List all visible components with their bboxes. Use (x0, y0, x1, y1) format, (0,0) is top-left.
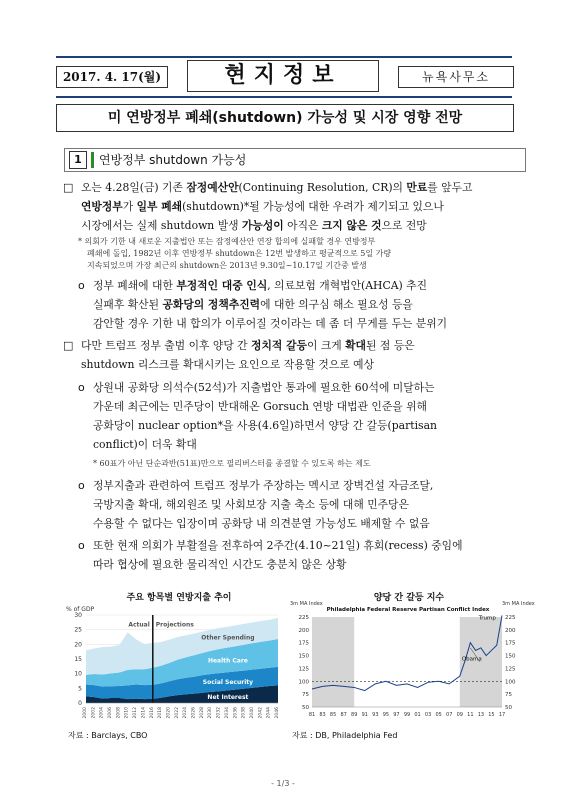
y-tick-label-right: 50 (505, 705, 512, 711)
sub-3-line-3: 수용할 수 없다는 입장이며 공화당 내 의견분열 가능성도 배제할 수 없음 (93, 517, 430, 530)
federal-spending-area-chart (64, 603, 286, 723)
footnote-2: * 60표가 아닌 단순과반(51표)만으로 필리버스터를 종결할 수 있도록 하는 제도 (93, 459, 371, 468)
series-label: Net Interest (207, 694, 249, 702)
x-tick-label: 2032 (216, 707, 222, 719)
y-tick-label-right: 75 (505, 692, 512, 699)
document-title: 미 연방정부 폐쇄(shutdown) 가능성 및 시장 영향 전망 (56, 104, 514, 132)
x-tick-label: 2040 (249, 707, 255, 719)
x-tick-label: 2002 (91, 707, 97, 719)
report-type-title: 현지정보 (187, 60, 379, 92)
y-tick-label-left: 100 (298, 679, 309, 686)
x-tick-label: 05 (435, 712, 442, 718)
x-tick-label: 2020 (166, 707, 172, 719)
x-tick-label: 2030 (208, 707, 214, 719)
bullet-marker: o (78, 479, 85, 492)
y-tick-label-right: 225 (505, 615, 516, 621)
x-tick-label: 2024 (183, 707, 189, 719)
sub-2-line-1: 상원내 공화당 의석수(52석)가 지출법안 통과에 필요한 60석에 미달하는 (93, 381, 435, 394)
report-date: 2017. 4. 17(월) (56, 66, 168, 88)
paragraph-marker: □ (63, 339, 74, 352)
annotation-actual: Actual (128, 621, 150, 629)
y-tick-label: 10 (74, 670, 82, 678)
sub-1-line-3: 감안할 경우 기한 내 합의가 이루어질 것이라는 데 좀 더 무게를 두는 분위기 (93, 317, 448, 330)
x-tick-label: 2006 (108, 707, 114, 719)
series-label: Health Care (207, 657, 248, 665)
y-tick-label-left: 150 (298, 653, 309, 660)
x-tick-label: 85 (329, 712, 337, 718)
x-tick-label: 17 (498, 712, 506, 718)
chart-2-source: 자료 : DB, Philadelphia Fed (292, 731, 398, 740)
x-tick-label: 2014 (141, 707, 147, 719)
y-axis-label-right: 3m MA Index (502, 601, 535, 607)
sub-1-line-1: 정부 폐쇄에 대한 부정적인 대중 인식, 의료보험 개혁법안(AHCA) 추진 (93, 279, 428, 292)
annotation-trump: Trump (478, 615, 496, 622)
paragraph-1-line-2: 연방정부가 일부 폐쇄(shutdown)*될 가능성에 대한 우려가 제기되고 있으나 (81, 200, 444, 213)
annotation-obama: Obama (461, 656, 482, 663)
x-tick-label: 2000 (83, 707, 88, 719)
x-tick-label: 2016 (149, 707, 155, 719)
x-tick-label: 2034 (224, 707, 230, 719)
x-tick-label: 81 (308, 712, 316, 718)
y-tick-label: 25 (74, 626, 82, 634)
paragraph-1-line-3: 시장에서는 실제 shutdown 발생 가능성이 아직은 크지 않은 것으로 전망 (81, 219, 427, 232)
footnote-1-line-3: 지속되었으며 가장 최근의 shutdown은 2013년 9.30일~10.17일 기간중 발생 (87, 261, 367, 270)
x-tick-label: 01 (414, 712, 421, 718)
y-tick-label-left: 200 (298, 627, 309, 634)
x-tick-label: 2012 (133, 707, 139, 719)
x-tick-label: 2028 (199, 707, 205, 719)
y-tick-label: 0 (78, 700, 82, 707)
sub-2-line-2: 가운데 최근에는 민주당이 반대해온 Gorsuch 연방 대법관 인준을 위해 (93, 400, 427, 413)
sub-3-line-1: 정부지출과 관련하여 트럼프 정부가 주장하는 멕시코 장벽건설 자금조달, (93, 479, 434, 492)
x-tick-label: 13 (477, 712, 485, 718)
sub-4-line-1: 또한 현재 의회가 부활절을 전후하여 2주간(4.10~21일) 휴회(recess) 중임에 (93, 539, 463, 552)
sub-2-line-3: 공화당이 nuclear option*을 사용(4.6일)하면서 양당 간 갈등(partisan (93, 419, 437, 432)
x-tick-label: 07 (446, 712, 453, 718)
x-tick-label: 99 (403, 712, 411, 718)
section-number: 1 (69, 151, 87, 169)
x-tick-label: 2018 (158, 707, 164, 719)
series-label: Social Security (202, 678, 254, 686)
sub-1-line-2: 실패후 확산된 공화당의 정책추진력에 대한 의구심 해소 필요성 등을 (93, 298, 413, 311)
section-accent-bar (91, 152, 94, 168)
x-tick-label: 2046 (275, 707, 280, 719)
y-tick-label-left: 175 (298, 640, 309, 647)
x-tick-label: 2044 (266, 707, 272, 719)
series-label: Other Spending (201, 634, 255, 642)
y-tick-label-left: 50 (302, 705, 309, 711)
paragraph-1-line-1: 오는 4.28일(금) 기존 잠정예산안(Continuing Resolution, CR)의 만료를 앞두고 (81, 181, 473, 194)
x-tick-label: 91 (361, 712, 368, 718)
x-tick-label: 93 (372, 712, 379, 718)
chart-title: Philadelphia Federal Reserve Partisan Conflict Index (326, 607, 490, 613)
y-tick-label-right: 100 (505, 679, 516, 686)
x-tick-label: 15 (488, 712, 495, 718)
footnote-1-line-1: * 의회가 기한 내 새로운 지출법안 또는 잠정예산안 연장 합의에 실패할 경우 연방정부 (78, 237, 376, 246)
office-name: 뉴욕사무소 (398, 66, 514, 88)
y-tick-label: 15 (74, 656, 82, 663)
x-tick-label: 2038 (241, 707, 247, 719)
y-tick-label-right: 175 (505, 640, 516, 647)
sub-2-line-4: conflict)이 더욱 확대 (93, 438, 197, 451)
x-tick-label: 2042 (258, 707, 264, 719)
shaded-period (312, 617, 354, 707)
x-tick-label: 2010 (124, 707, 130, 719)
annotation-projections: Projections (155, 621, 194, 629)
partisan-conflict-line-chart (288, 601, 535, 723)
chart-2-caption: 양당 간 갈등 지수 (373, 593, 445, 603)
section-header (64, 148, 526, 172)
y-tick-label-right: 200 (505, 627, 516, 634)
page-number: - 1/3 - (271, 779, 295, 788)
x-tick-label: 03 (424, 712, 432, 718)
y-axis-label: % of GDP (66, 606, 95, 613)
x-tick-label: 09 (456, 712, 463, 718)
y-tick-label-left: 75 (302, 692, 309, 699)
x-tick-label: 2008 (116, 707, 122, 719)
x-tick-label: 97 (393, 712, 400, 718)
x-tick-label: 95 (382, 712, 390, 718)
y-tick-label: 5 (78, 685, 82, 693)
y-tick-label-right: 150 (505, 653, 516, 660)
x-tick-label: 2026 (191, 707, 197, 719)
paragraph-2-line-2: shutdown 리스크를 확대시키는 요인으로 작용할 것으로 예상 (81, 358, 375, 371)
header-top-rule (56, 56, 512, 58)
paragraph-2-line-1: 다만 트럼프 정부 출범 이후 양당 간 정치적 갈등이 크게 확대된 점 등은 (81, 339, 415, 352)
paragraph-marker: □ (63, 181, 74, 194)
y-tick-label-right: 125 (505, 666, 516, 673)
x-tick-label: 2004 (99, 707, 105, 719)
y-axis-label-left: 3m MA Index (290, 601, 323, 607)
sub-4-line-2: 따라 협상에 필요한 물리적인 시간도 충분치 않은 상황 (93, 558, 347, 571)
bullet-marker: o (78, 381, 85, 394)
bullet-marker: o (78, 539, 85, 552)
x-tick-label: 83 (319, 712, 326, 718)
x-tick-label: 2036 (233, 707, 239, 719)
chart-1-caption: 주요 항목별 연방지출 추이 (126, 593, 232, 603)
chart-1-source: 자료 : Barclays, CBO (68, 731, 148, 740)
x-tick-label: 89 (351, 712, 358, 718)
y-tick-label-left: 125 (298, 666, 309, 673)
y-tick-label-left: 225 (298, 615, 309, 621)
footnote-1-line-2: 폐쇄에 돌입, 1982년 이후 연방정부 shutdown은 12번 발생하고 평균적으로 5일 가량 (87, 249, 392, 258)
sub-3-line-2: 국방지출 확대, 해외원조 및 사회보장 지출 축소 등에 대해 민주당은 (93, 498, 409, 511)
y-tick-label: 20 (74, 641, 82, 649)
header-bottom-rule (56, 96, 512, 98)
bullet-marker: o (78, 279, 85, 292)
x-tick-label: 87 (340, 712, 347, 718)
section-title: 연방정부 shutdown 가능성 (99, 153, 247, 167)
x-tick-label: 2022 (174, 707, 180, 719)
y-tick-label: 30 (74, 612, 82, 619)
x-tick-label: 11 (467, 712, 474, 718)
